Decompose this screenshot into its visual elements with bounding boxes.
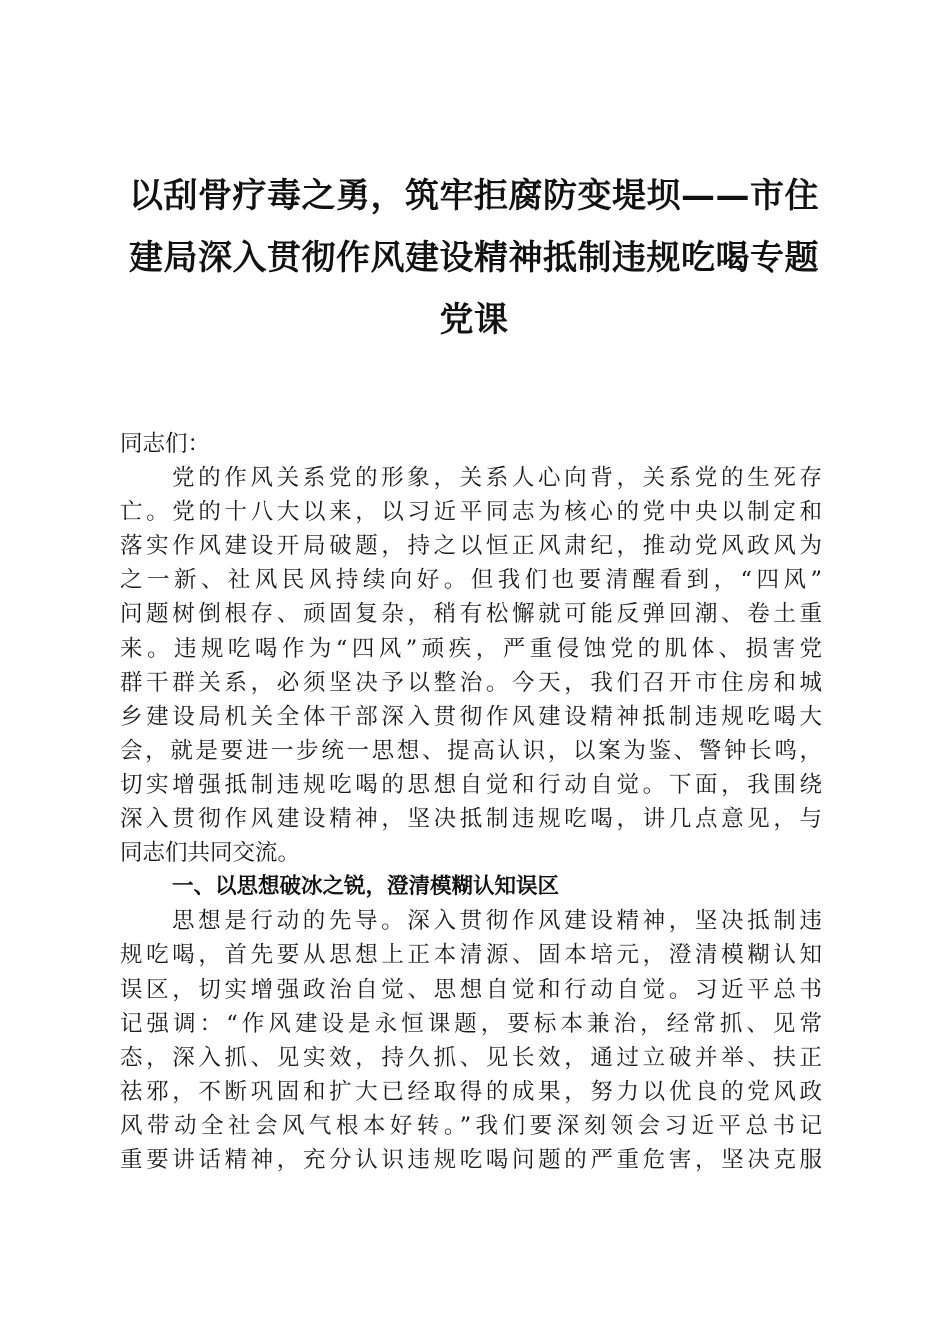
document-body bbox=[120, 427, 822, 1177]
title-line-3: 党课 bbox=[439, 300, 509, 340]
title-line-1: 以刮骨疗毒之勇，筑牢拒腐防变堤坝——市住 bbox=[129, 176, 819, 216]
paragraph-1-line: 群干群关系，必须坚决予以整治。今天，我们召开市住房和城 bbox=[120, 669, 822, 696]
section-1-line: 思想是行动的先导。深入贯彻作风建设精神，坚决抵制违 bbox=[172, 908, 822, 935]
section-1-line: 记强调：“作风建设是永恒课题，要标本兼治，经常抓、见常 bbox=[120, 1010, 822, 1037]
paragraph-1-line: 会，就是要进一步统一思想、提高认识，以案为鉴、警钟长鸣， bbox=[120, 737, 822, 764]
section-1-line: 风带动全社会风气根本好转。”我们要深刻领会习近平总书记 bbox=[120, 1112, 822, 1139]
paragraph-1-line: 切实增强抵制违规吃喝的思想自觉和行动自觉。下面，我围绕 bbox=[120, 771, 822, 798]
title-line-2: 建局深入贯彻作风建设精神抵制违规吃喝专题 bbox=[129, 238, 819, 278]
paragraph-1-line: 落实作风建设开局破题，持之以恒正风肃纪，推动党风政风为 bbox=[120, 533, 822, 560]
paragraph-1-line: 党的作风关系党的形象，关系人心向背，关系党的生死存 bbox=[172, 465, 822, 492]
paragraph-1-line: 同志们共同交流。 bbox=[120, 840, 301, 867]
section-1-line: 祛邪，不断巩固和扩大已经取得的成果，努力以优良的党风政 bbox=[120, 1078, 822, 1105]
section-1-line: 态，深入抓、见实效，持久抓、见长效，通过立破并举、扶正 bbox=[120, 1044, 822, 1071]
paragraph-1-line: 来。违规吃喝作为“四风”顽疾，严重侵蚀党的肌体、损害党 bbox=[120, 635, 822, 662]
salutation: 同志们： bbox=[120, 431, 211, 457]
paragraph-1-line: 问题树倒根存、顽固复杂，稍有松懈就可能反弹回潮、卷土重 bbox=[120, 601, 822, 628]
section-1-line: 规吃喝，首先要从思想上正本清源、固本培元，澄清模糊认知 bbox=[120, 942, 822, 969]
paragraph-1-line: 乡建设局机关全体干部深入贯彻作风建设精神抵制违规吃喝大 bbox=[120, 703, 822, 730]
paragraph-1-line: 深入贯彻作风建设精神，坚决抵制违规吃喝，讲几点意见，与 bbox=[120, 806, 822, 833]
paragraph-1-line: 亡。党的十八大以来，以习近平同志为核心的党中央以制定和 bbox=[120, 499, 822, 526]
section-1-line: 误区，切实增强政治自觉、思想自觉和行动自觉。习近平总书 bbox=[120, 976, 822, 1003]
section-1-line: 重要讲话精神，充分认识违规吃喝问题的严重危害，坚决克服 bbox=[120, 1146, 822, 1173]
document-title bbox=[118, 165, 830, 351]
section-1-heading: 一、以思想破冰之锐，澄清模糊认知误区 bbox=[172, 874, 560, 900]
paragraph-1-line: 之一新、社风民风持续向好。但我们也要清醒看到，“四风” bbox=[120, 567, 822, 594]
